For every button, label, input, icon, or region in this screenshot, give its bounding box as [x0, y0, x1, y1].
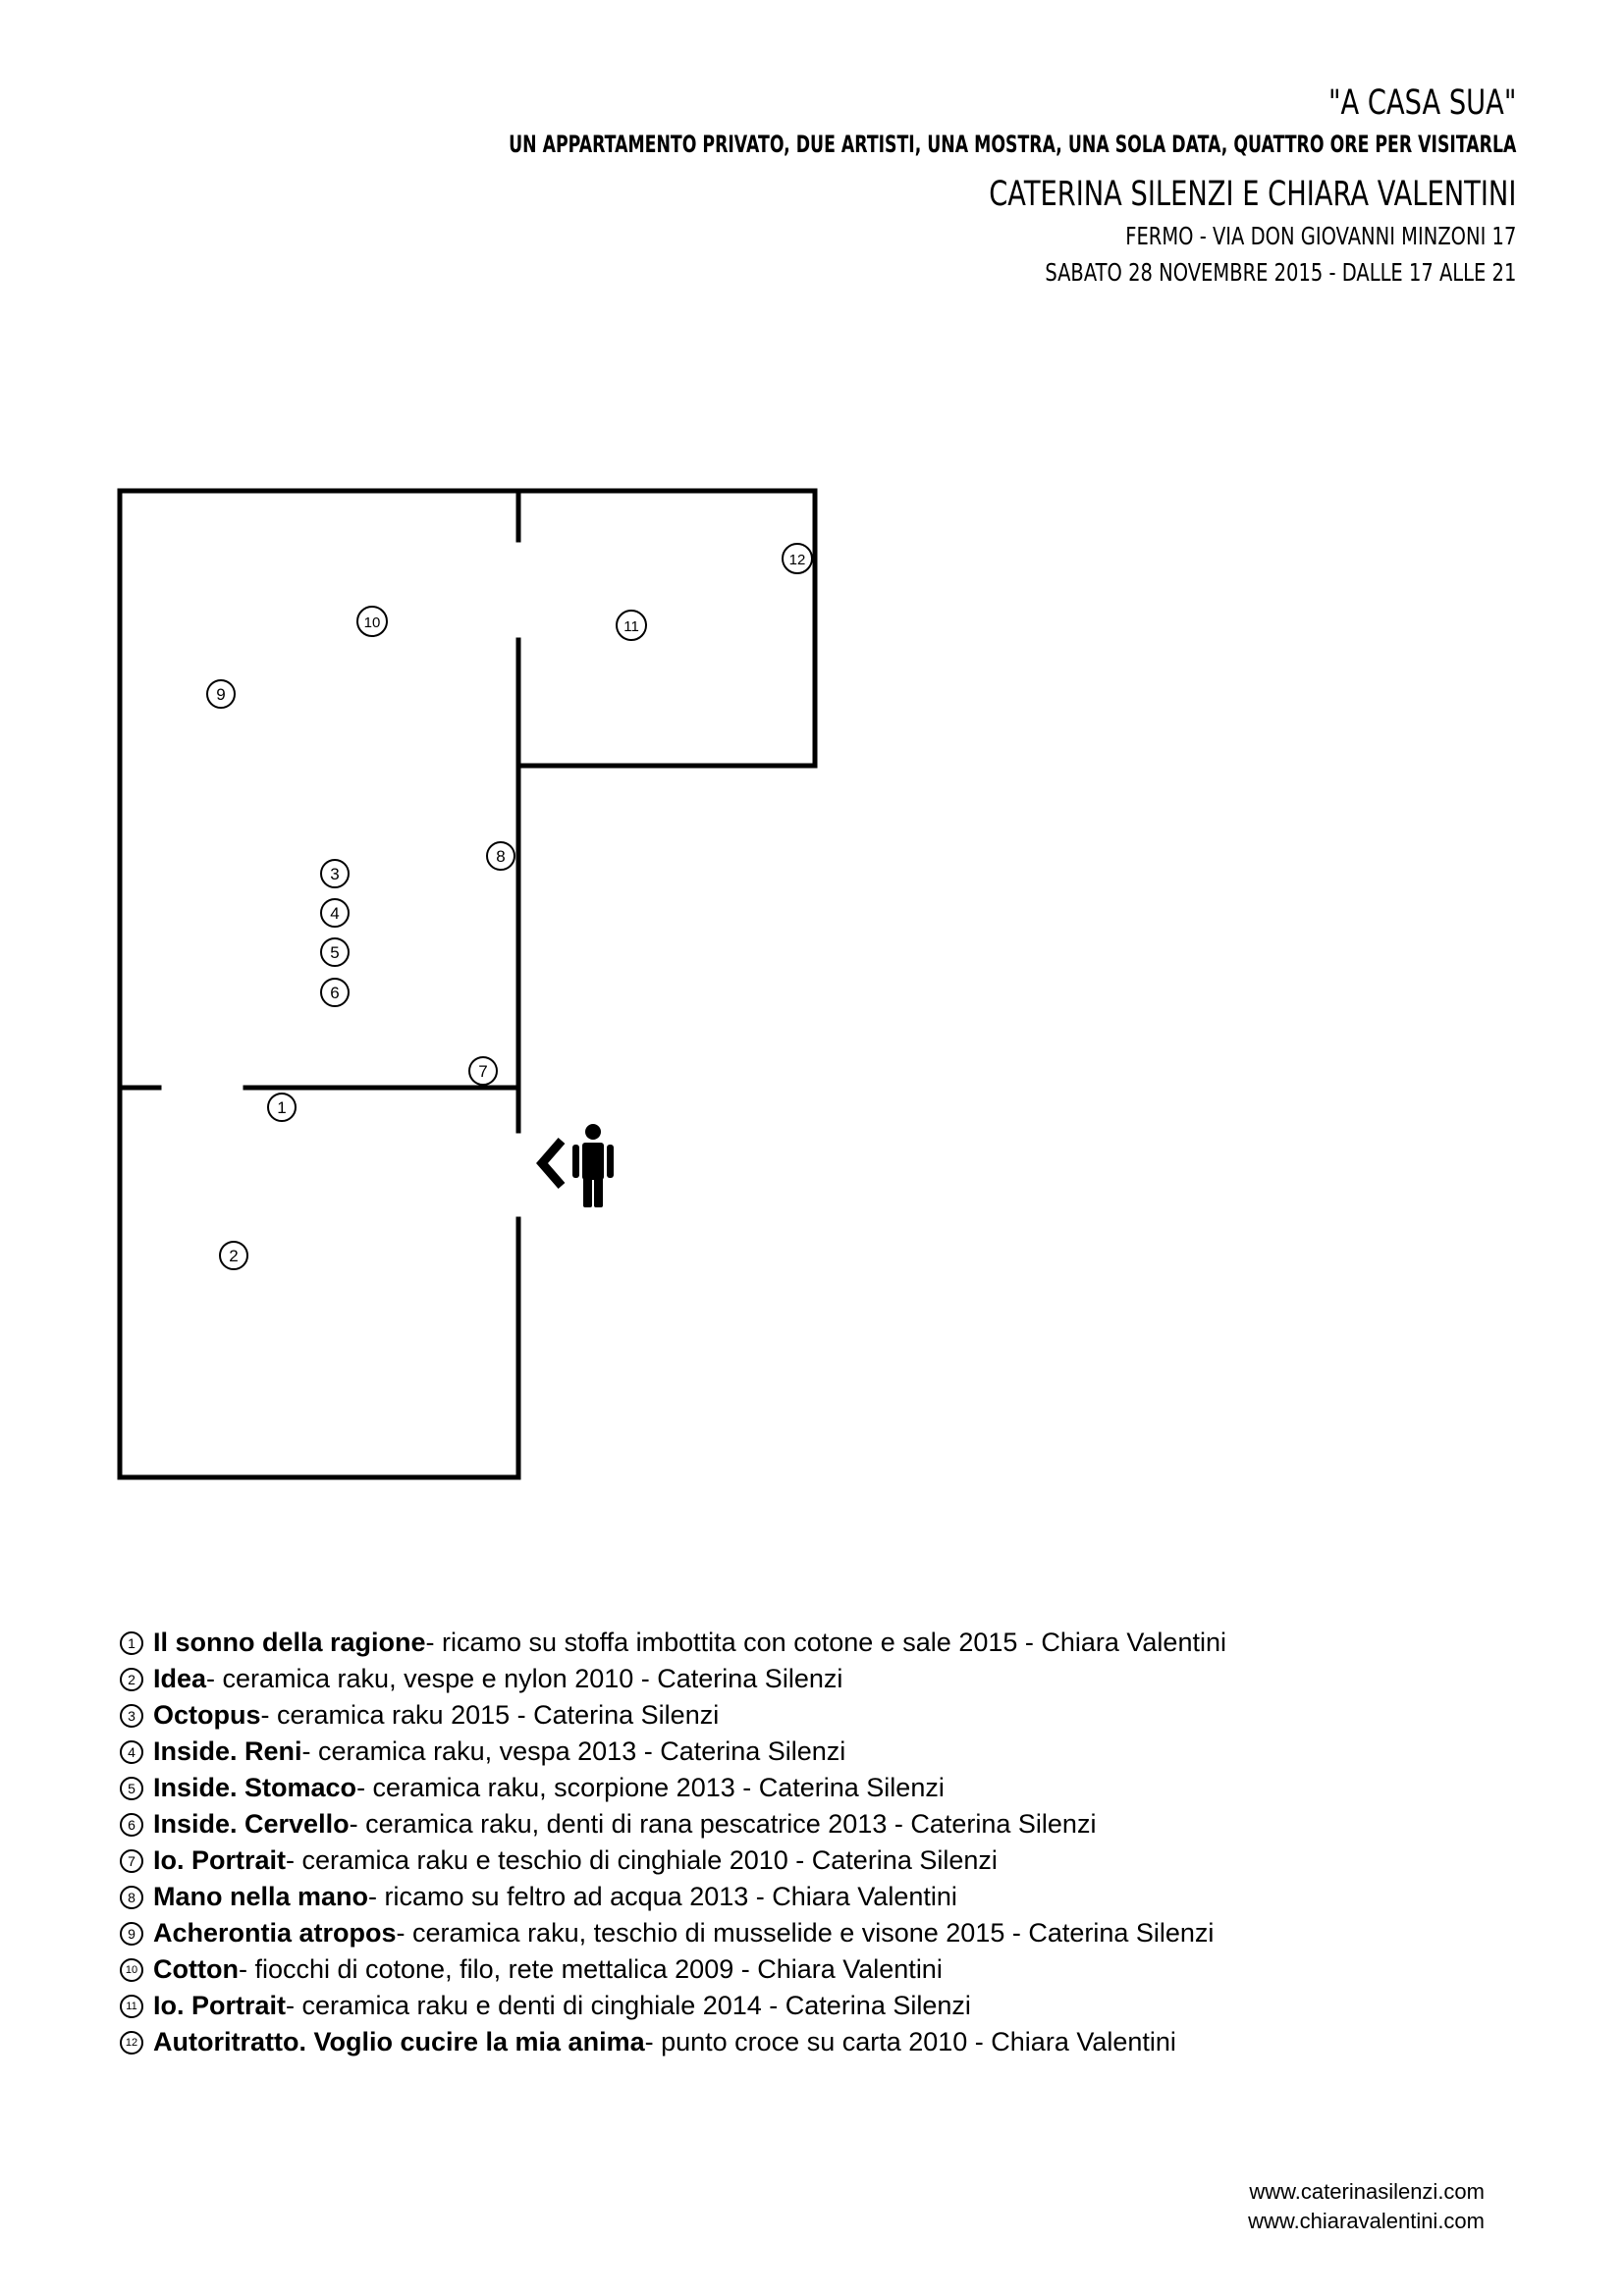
artwork-description: - ricamo su feltro ad acqua 2013 - Chiara Valentini	[368, 1882, 957, 1911]
artwork-title: Il sonno della ragione	[153, 1628, 426, 1657]
exhibition-date: SABATO 28 NOVEMBRE 2015 - DALLE 17 ALLE 21	[1044, 258, 1516, 287]
artwork-marker	[321, 979, 349, 1006]
legend-number: 6	[120, 1813, 143, 1837]
artwork-title: Autoritratto. Voglio cucire la mia anima	[153, 2027, 645, 2056]
artwork-description: - ceramica raku, denti di rana pescatrice 2013 - Caterina Silenzi	[349, 1809, 1097, 1839]
legend-item	[120, 1625, 1226, 1661]
artwork-marker	[321, 860, 349, 887]
artwork-marker	[617, 611, 646, 640]
legend-item	[120, 1915, 1226, 1951]
legend-item	[120, 1734, 1226, 1770]
marker-label: 12	[788, 552, 806, 568]
artwork-title: Octopus	[153, 1700, 261, 1730]
artwork-marker	[268, 1094, 296, 1121]
marker-label: 5	[330, 943, 340, 962]
artists-names: CATERINA SILENZI E CHIARA VALENTINI	[988, 175, 1516, 214]
artwork-description: - punto croce su carta 2010 - Chiara Valentini	[644, 2027, 1176, 2056]
artwork-description: - ceramica raku e teschio di cinghiale 2010 - Caterina Silenzi	[286, 1845, 998, 1875]
legend-item	[120, 1951, 1226, 1988]
artwork-description: - ceramica raku, vespe e nylon 2010 - Caterina Silenzi	[206, 1664, 843, 1693]
artwork-title: Idea	[153, 1664, 207, 1693]
legend-number: 8	[120, 1886, 143, 1909]
legend-item	[120, 1770, 1226, 1806]
artwork-markers	[207, 544, 812, 1269]
legend-number: 3	[120, 1704, 143, 1728]
legend-number: 1	[120, 1631, 143, 1655]
legend-item	[120, 1842, 1226, 1879]
artwork-description: - ceramica raku, teschio di musselide e visone 2015 - Caterina Silenzi	[396, 1918, 1215, 1948]
artwork-marker	[487, 842, 514, 870]
artwork-title: Io. Portrait	[153, 1845, 287, 1875]
person-entrance-icon	[572, 1124, 614, 1207]
artwork-title: Inside. Reni	[153, 1736, 302, 1766]
legend-number: 2	[120, 1668, 143, 1691]
marker-label: 9	[216, 685, 226, 704]
artwork-marker	[321, 899, 349, 927]
legend-number: 4	[120, 1740, 143, 1764]
exhibition-location: FERMO - VIA DON GIOVANNI MINZONI 17	[1124, 222, 1516, 250]
entrance	[542, 1124, 614, 1207]
artwork-description: - ricamo su stoffa imbottita con cotone e sale 2015 - Chiara Valentini	[425, 1628, 1226, 1657]
artwork-marker	[220, 1242, 247, 1269]
artwork-description: - ceramica raku e denti di cinghiale 2014 - Caterina Silenzi	[286, 1991, 971, 2020]
marker-label: 8	[496, 847, 506, 866]
marker-label: 11	[623, 618, 639, 635]
artwork-title: Acherontia atropos	[153, 1918, 397, 1948]
artwork-title: Inside. Stomaco	[153, 1773, 357, 1802]
legend-number: 10	[120, 1958, 143, 1982]
marker-label: 4	[330, 904, 340, 923]
website-link-valentini[interactable]: www.chiaravalentini.com	[1248, 2209, 1485, 2233]
artwork-title: Io. Portrait	[153, 1991, 287, 2020]
marker-label: 10	[363, 614, 381, 631]
artwork-description: - ceramica raku 2015 - Caterina Silenzi	[260, 1700, 720, 1730]
artwork-title: Inside. Cervello	[153, 1809, 350, 1839]
walls	[120, 491, 815, 1477]
legend-item	[120, 1879, 1226, 1915]
legend-item	[120, 1697, 1226, 1734]
legend-number: 5	[120, 1777, 143, 1800]
marker-label: 2	[229, 1247, 239, 1265]
legend-item	[120, 1661, 1226, 1697]
artwork-title: Mano nella mano	[153, 1882, 369, 1911]
legend-item	[120, 1988, 1226, 2024]
artwork-description: - ceramica raku, scorpione 2013 - Caterina Silenzi	[356, 1773, 945, 1802]
artwork-marker	[357, 607, 387, 636]
website-link-silenzi[interactable]: www.caterinasilenzi.com	[1249, 2179, 1485, 2204]
artwork-marker	[783, 544, 812, 573]
artwork-description: - fiocchi di cotone, filo, rete mettalica 2009 - Chiara Valentini	[238, 1954, 943, 1984]
footer	[1248, 2177, 1485, 2236]
legend-item	[120, 1806, 1226, 1842]
artwork-title: Cotton	[153, 1954, 239, 1984]
exhibition-title: "A CASA SUA"	[1327, 83, 1516, 123]
legend-number: 11	[120, 1995, 143, 2018]
legend-item	[120, 2024, 1226, 2060]
legend-number: 12	[120, 2031, 143, 2055]
marker-label: 7	[478, 1062, 488, 1081]
legend-number: 7	[120, 1849, 143, 1873]
artwork-marker	[321, 938, 349, 966]
exhibition-tagline: UN APPARTAMENTO PRIVATO, DUE ARTISTI, UNA MOSTRA, UNA SOLA DATA, QUATTRO ORE PER VISITARLA	[508, 131, 1516, 158]
chevron-left-icon	[542, 1141, 562, 1186]
marker-label: 3	[330, 865, 340, 883]
artwork-marker	[469, 1057, 497, 1085]
artwork-marker	[207, 680, 235, 708]
legend-number: 9	[120, 1922, 143, 1946]
marker-label: 1	[277, 1098, 287, 1117]
artwork-legend	[120, 1625, 1226, 2060]
artwork-description: - ceramica raku, vespa 2013 - Caterina Silenzi	[301, 1736, 846, 1766]
marker-label: 6	[330, 984, 340, 1002]
